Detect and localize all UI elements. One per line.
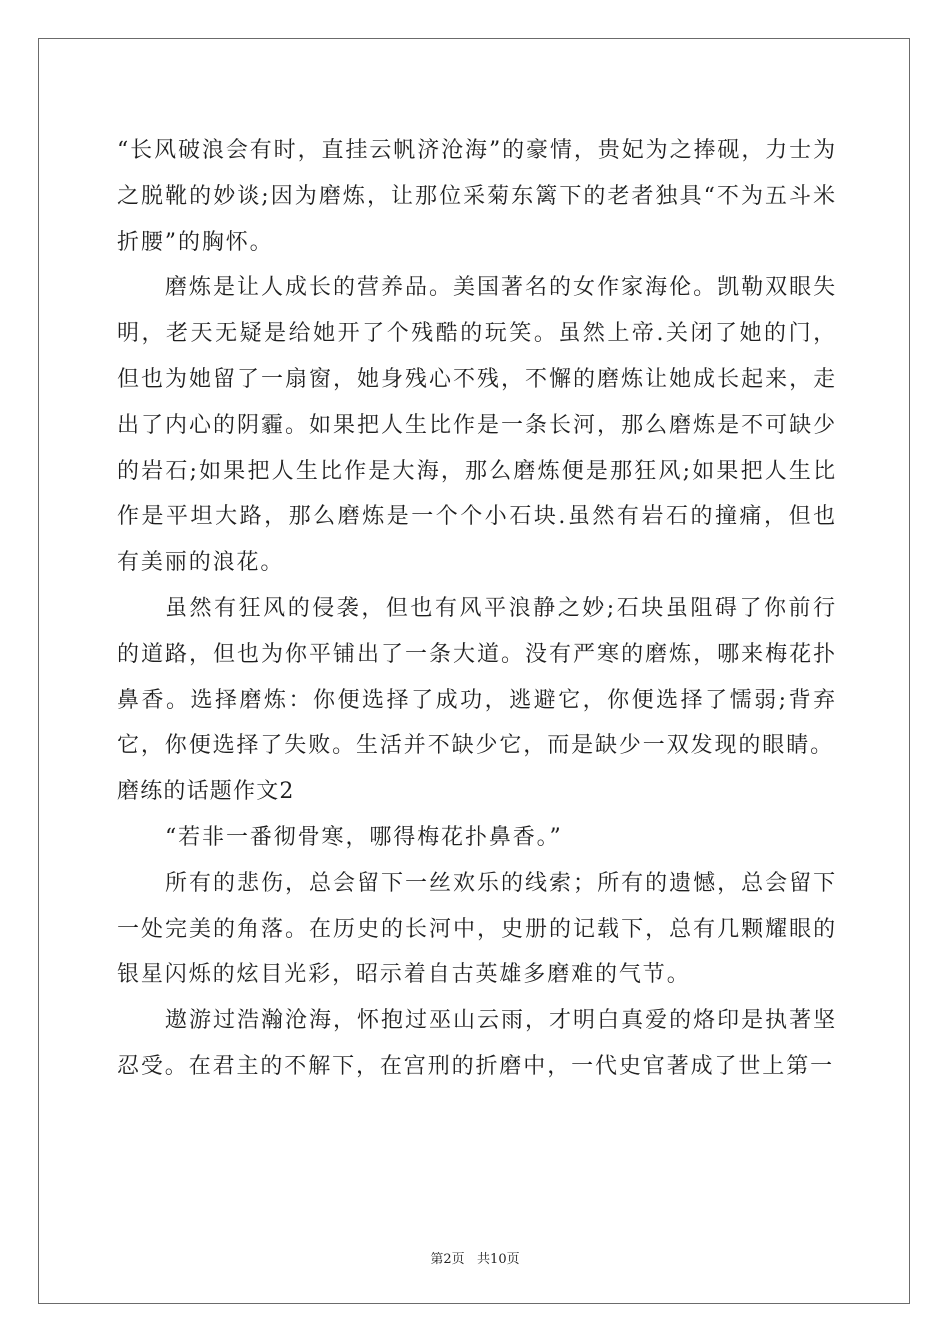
paragraph-growth: 磨炼是让人成长的营养品。美国著名的女作家海伦。凯勒双眼失明，老天无疑是给她开了个残酷的玩笑。虽然上帝.关闭了她的门，但也为她留了一扇窗，她身残心不残，不懈的磨炼让她成长起来，走出了内心的阴霾。如果把人生比作是一条长河，那么磨炼是不可缺少的岩石;如果把人生比作是大海，那么磨炼便是那狂风;如果把人生比作是平坦大路，那么磨炼是一个个小石块.虽然有岩石的撞痛，但也有美丽的浪花。 <box>117 275 837 576</box>
paragraph-choice: 虽然有狂风的侵袭，但也有风平浪静之妙;石块虽阻碍了你前行的道路，但也为你平铺出了一条大道。没有严寒的磨炼，哪来梅花扑鼻香。选择磨炼：你便选择了成功，逃避它，你便选择了懦弱;背弃它，你便选择了失败。生活并不缺少它，而是缺少一双发现的眼睛。 <box>117 595 837 759</box>
page-number: 第2页 共10页 <box>430 1252 520 1267</box>
paragraph-continuation: “长风破浪会有时，直挂云帆济沧海”的豪情，贵妃为之捧砚，力士为之脱靴的妙谈;因为磨炼，让那位采菊东篱下的老者独具“不为五斗米折腰”的胸怀。 <box>117 138 837 255</box>
essay-title: 磨练的话题作文2 <box>117 779 295 805</box>
paragraph-history: 所有的悲伤，总会留下一丝欢乐的线索；所有的遗憾，总会留下一处完美的角落。在历史的长河中，史册的记载下，总有几颗耀眼的银星闪烁的炫目光彩，昭示着自古英雄多磨难的气节。 <box>117 870 837 988</box>
paragraph-quote: “若非一番彻骨寒，哪得梅花扑鼻香。” <box>165 824 563 850</box>
document-body <box>117 128 837 1090</box>
paragraph-historian: 遨游过浩瀚沧海，怀抱过巫山云雨，才明白真爱的烙印是执著坚忍受。在君主的不解下，在宫刑的折磨中，一代史官著成了世上第一 <box>117 1008 837 1079</box>
